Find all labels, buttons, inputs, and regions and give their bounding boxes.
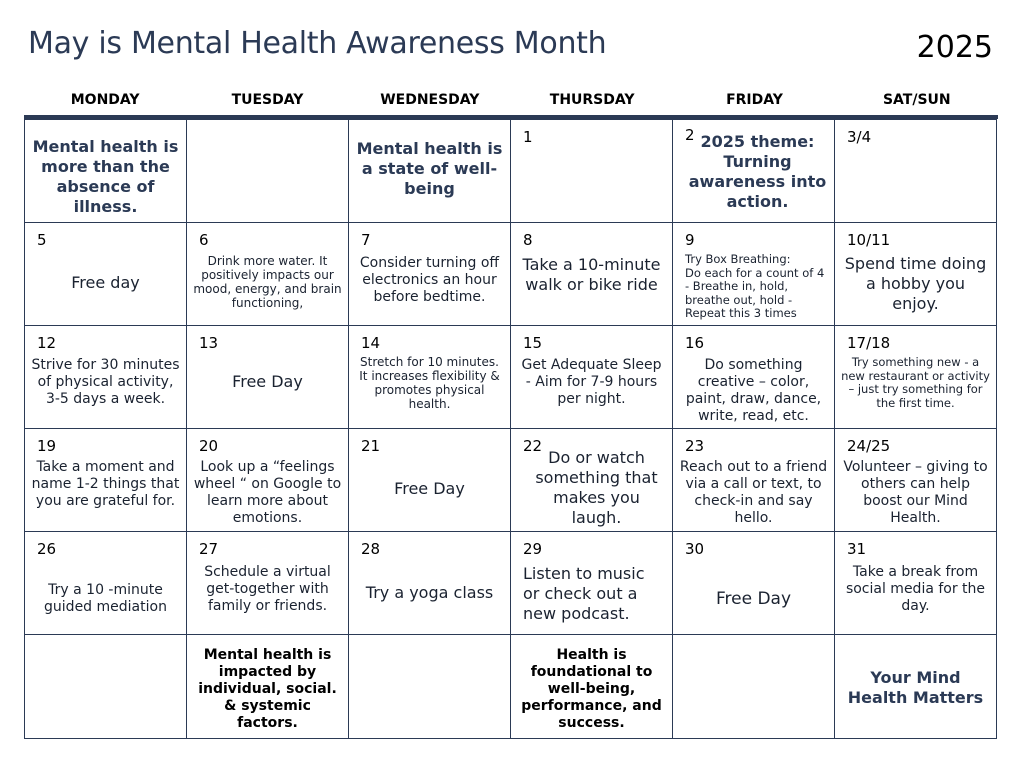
- cell-note: Free Day: [232, 372, 303, 391]
- calendar-cell: [511, 223, 673, 326]
- calendar-cell: [673, 532, 835, 635]
- calendar-cell: [511, 532, 673, 635]
- cell-note: Try Box Breathing: Do each for a count of 4 - Breathe in, hold, breathe out, hold - Repeat this 3 times: [685, 252, 825, 320]
- header-monday: MONDAY: [70, 92, 140, 108]
- day-number: 6: [199, 231, 209, 249]
- cell-note: Look up a “feelings wheel “ on Google to learn more about emotions.: [193, 459, 342, 526]
- calendar-cell: [835, 223, 996, 326]
- calendar-cell: [349, 223, 511, 326]
- calendar-cell: [187, 532, 349, 635]
- calendar-cell: [25, 635, 187, 738]
- day-number: 19: [37, 437, 57, 455]
- calendar-cell: [673, 223, 835, 326]
- cell-note: Consider turning off electronics an hour before bedtime.: [359, 255, 500, 305]
- cell-note: Your Mind Health Matters: [847, 668, 984, 707]
- year-label: 2025: [916, 30, 993, 65]
- day-number: 7: [361, 231, 371, 249]
- calendar-cell: [187, 223, 349, 326]
- calendar-cell: [25, 532, 187, 635]
- day-number: 16: [685, 334, 705, 352]
- calendar-cell: [187, 326, 349, 429]
- day-number: 3/4: [847, 128, 872, 146]
- cell-note: Free Day: [715, 589, 792, 609]
- calendar-cell: [835, 635, 996, 738]
- cell-note: Schedule a virtual get-together with family or friends.: [204, 564, 331, 614]
- calendar-cell: [511, 635, 673, 738]
- calendar-cell: [835, 326, 996, 429]
- calendar-cell: [673, 429, 835, 532]
- cell-note: 2025 theme: Turning awareness into action.: [688, 132, 827, 211]
- calendar-cell: [349, 120, 511, 223]
- calendar-cell: [673, 635, 835, 738]
- calendar-cell: [673, 120, 835, 223]
- header-friday: FRIDAY: [726, 92, 783, 108]
- cell-note: Take a break from social media for the day.: [845, 564, 986, 614]
- calendar-cell: [25, 223, 187, 326]
- cell-note: Strive for 30 minutes of physical activity, 3-5 days a week.: [31, 357, 180, 407]
- day-number: 26: [37, 540, 57, 558]
- cell-note: Try a yoga class: [365, 583, 494, 602]
- calendar-cell: [25, 120, 187, 223]
- day-number: 21: [361, 437, 381, 455]
- calendar-cell: [187, 635, 349, 738]
- cell-note: Stretch for 10 minutes. It increases flexibility & promotes physical health.: [359, 355, 500, 411]
- cell-note: Do something creative – color, paint, draw, dance, write, read, etc.: [685, 357, 822, 424]
- day-number: 13: [199, 334, 219, 352]
- header-weekend: SAT/SUN: [882, 92, 951, 108]
- calendar-cell: [511, 120, 673, 223]
- calendar-cell: [187, 429, 349, 532]
- cell-note: Take a moment and name 1-2 things that you are grateful for.: [31, 459, 180, 509]
- calendar-cell: [349, 635, 511, 738]
- header-wednesday: WEDNESDAY: [380, 92, 480, 108]
- header-tuesday: TUESDAY: [231, 92, 304, 108]
- calendar-cell: [349, 429, 511, 532]
- day-number: 1: [523, 128, 533, 146]
- calendar-cell: [835, 120, 996, 223]
- day-number: 5: [37, 231, 47, 249]
- day-number: 24/25: [847, 437, 891, 455]
- day-number: 20: [199, 437, 219, 455]
- day-number: 15: [523, 334, 543, 352]
- day-number: 17/18: [847, 334, 891, 352]
- calendar-cell: [835, 429, 996, 532]
- cell-note: Get Adequate Sleep - Aim for 7-9 hours per night.: [521, 357, 662, 407]
- page-title: May is Mental Health Awareness Month: [28, 26, 607, 61]
- header-thursday: THURSDAY: [549, 92, 635, 108]
- cell-note: Free day: [71, 273, 140, 292]
- day-number: 10/11: [847, 231, 891, 249]
- cell-note: Try a 10 -minute guided mediation: [44, 582, 167, 615]
- calendar-grid: [24, 119, 997, 739]
- calendar-cell: [673, 326, 835, 429]
- day-number: 29: [523, 540, 543, 558]
- calendar-cell: [25, 429, 187, 532]
- day-number: 12: [37, 334, 57, 352]
- day-number: 27: [199, 540, 219, 558]
- cell-note: Try something new - a new restaurant or activity – just try something for the first time.: [841, 355, 990, 410]
- calendar-cell: [835, 532, 996, 635]
- day-number: 31: [847, 540, 867, 558]
- cell-note: Listen to music or check out a new podcast.: [523, 564, 645, 623]
- day-number: 9: [685, 231, 695, 249]
- cell-note: Reach out to a friend via a call or text, to check-in and say hello.: [679, 459, 828, 526]
- calendar-cell: [25, 326, 187, 429]
- cell-note: Take a 10-minute walk or bike ride: [522, 255, 661, 294]
- calendar-cell: [511, 429, 673, 532]
- day-number: 14: [361, 334, 381, 352]
- calendar-cell: [187, 120, 349, 223]
- cell-note: Drink more water. It positively impacts our mood, energy, and brain functioning,: [193, 254, 342, 310]
- day-number: 30: [685, 540, 705, 558]
- day-number: 23: [685, 437, 705, 455]
- day-number: 2: [685, 126, 695, 144]
- day-number: 22: [523, 437, 543, 455]
- cell-note: Mental health is more than the absence of illness.: [32, 137, 179, 216]
- calendar-cell: [511, 326, 673, 429]
- cell-note: Mental health is impacted by individual, social. & systemic factors.: [198, 647, 337, 731]
- cell-note: Do or watch something that makes you laugh.: [535, 448, 658, 527]
- cell-note: Mental health is a state of well-being: [356, 139, 503, 198]
- calendar-cell: [349, 326, 511, 429]
- day-number: 8: [523, 231, 533, 249]
- cell-note: Spend time doing a hobby you enjoy.: [844, 254, 987, 313]
- calendar-cell: [349, 532, 511, 635]
- cell-note: Health is foundational to well-being, performance, and success.: [521, 647, 662, 731]
- cell-note: Volunteer – giving to others can help boost our Mind Health.: [843, 459, 988, 526]
- cell-note: Free Day: [394, 479, 465, 498]
- day-number: 28: [361, 540, 381, 558]
- weekday-header: [24, 88, 998, 112]
